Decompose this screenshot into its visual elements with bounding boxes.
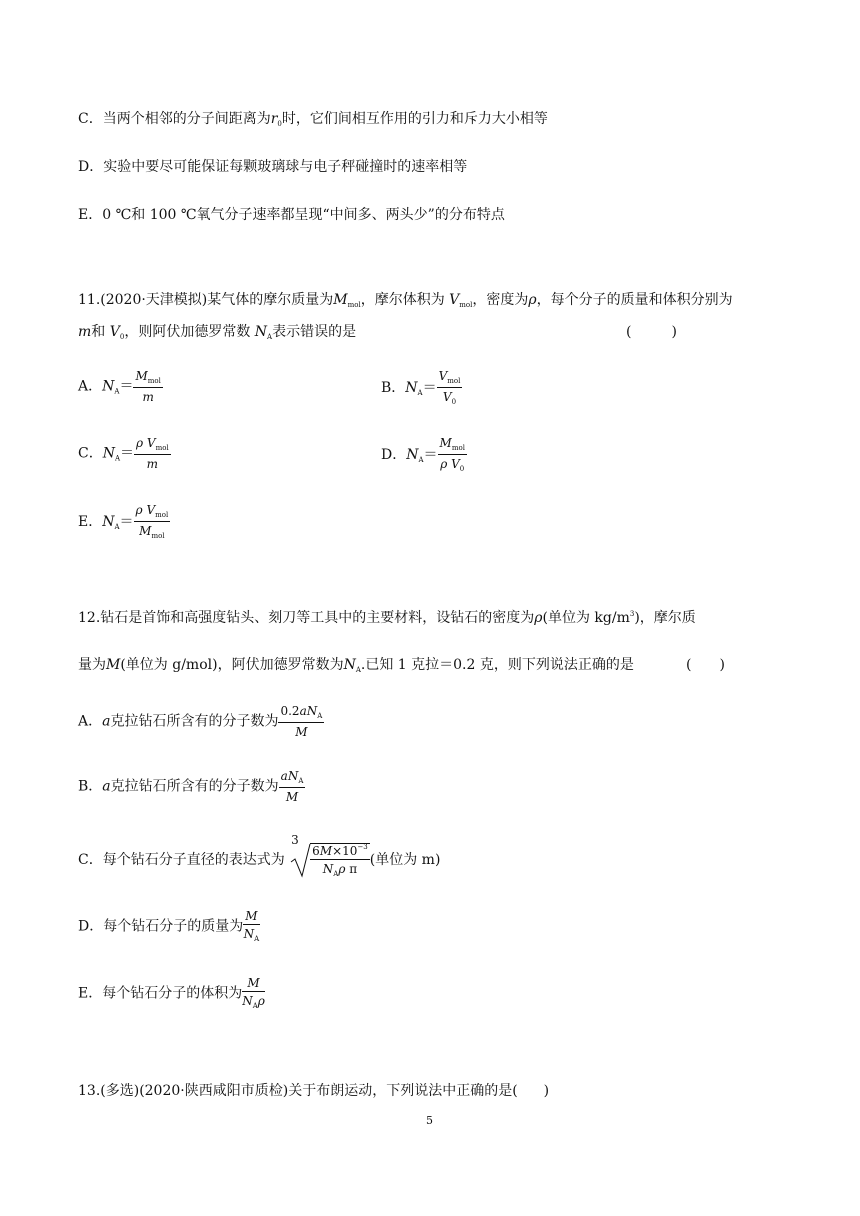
q11-option-c xyxy=(78,437,171,470)
fraction xyxy=(134,504,171,540)
var-a: a xyxy=(102,778,111,795)
sub-mol: mol xyxy=(147,377,161,385)
q12-option-a-text: 克拉钻石所含有的分子数为 xyxy=(110,713,279,730)
var-N: N xyxy=(242,994,253,1008)
pi-symbol: π xyxy=(349,861,358,876)
var-m: m xyxy=(146,457,159,471)
var-N: N xyxy=(102,514,115,530)
sub-0: 0 xyxy=(119,333,125,341)
q12-stem-f: .已知 1 克拉＝0.2 克，则下列说法正确的是 xyxy=(360,657,634,673)
sub-A: A xyxy=(298,777,304,785)
var-N: N xyxy=(287,769,299,783)
paren-left: ( xyxy=(626,324,632,340)
var-N: N xyxy=(243,927,255,941)
q11-stem-line1 xyxy=(78,293,733,309)
sub-A: A xyxy=(114,523,120,531)
var-m: m xyxy=(78,324,92,340)
times-ten: ×10 xyxy=(332,843,358,858)
fraction xyxy=(243,910,259,943)
equals-sign: ＝ xyxy=(423,447,438,463)
r0-variable: r xyxy=(270,111,278,127)
var-rho: ρ xyxy=(136,436,144,450)
sub-mol: mol xyxy=(459,301,473,309)
sup-3: 3 xyxy=(629,610,635,618)
q12-stem-line2 xyxy=(78,658,634,674)
var-rho: ρ xyxy=(534,610,543,626)
var-N: N xyxy=(343,657,356,673)
q10-option-c-text-b: 时，它们间相互作用的引力和斥力大小相等 xyxy=(281,111,548,127)
q10-option-e: E．0 ℃和 100 ℃氧气分子速率都呈现“中间多、两头少”的分布特点 xyxy=(78,207,505,223)
var-M: M xyxy=(106,657,121,673)
coef-0-2: 0.2 xyxy=(280,704,300,718)
var-N: N xyxy=(322,861,334,876)
fraction xyxy=(278,705,324,738)
option-label: B． xyxy=(381,380,406,396)
sub-A: A xyxy=(267,333,273,341)
var-V: V xyxy=(146,436,156,450)
sub-0: 0 xyxy=(459,465,465,473)
q12-option-a xyxy=(78,705,324,738)
sub-A: A xyxy=(114,387,120,396)
q12-option-b xyxy=(78,770,305,803)
option-label: B． xyxy=(78,778,103,795)
equals-sign: ＝ xyxy=(120,445,135,462)
var-M: M xyxy=(319,843,333,858)
q11-answer-paren xyxy=(626,325,677,339)
q11-option-b xyxy=(381,370,462,406)
q12-option-d-text: D．每个钻石分子的质量为 xyxy=(78,918,244,935)
paren-right: ) xyxy=(719,657,725,673)
var-N: N xyxy=(102,445,115,462)
fraction xyxy=(133,370,162,403)
q12-stem-c: )，摩尔质 xyxy=(634,610,696,626)
var-N: N xyxy=(406,447,419,463)
q13-stem xyxy=(78,1084,549,1098)
var-N: N xyxy=(306,704,318,718)
var-rho: ρ xyxy=(338,861,346,876)
q12-option-c xyxy=(78,833,441,878)
equals-sign: ＝ xyxy=(119,378,134,395)
var-a: a xyxy=(102,713,111,730)
q12-option-e-text: E．每个钻石分子的体积为 xyxy=(78,985,243,1002)
q11-option-d xyxy=(381,437,467,473)
sub-mol: mol xyxy=(151,532,165,540)
option-label: C． xyxy=(78,445,103,462)
var-V: V xyxy=(449,292,460,308)
q11-stem-f: ，则阿伏加德罗常数 xyxy=(124,324,251,340)
var-N: N xyxy=(254,324,268,340)
q11-option-e xyxy=(78,504,170,540)
var-V: V xyxy=(146,503,156,517)
fraction xyxy=(279,770,306,803)
option-label: A． xyxy=(78,378,103,395)
radical-sign-icon xyxy=(289,842,311,878)
page-number: 5 xyxy=(426,1114,433,1127)
paren-right: ) xyxy=(671,324,677,340)
fraction xyxy=(437,370,463,406)
var-V: V xyxy=(451,457,460,471)
paren-right: ) xyxy=(543,1083,550,1099)
r0-subscript: 0 xyxy=(277,120,282,128)
q12-option-d xyxy=(78,910,260,943)
var-M: M xyxy=(247,976,260,990)
q11-stem-d: ，每个分子的质量和体积分别为 xyxy=(536,292,733,308)
option-label: E． xyxy=(78,514,103,530)
equals-sign: ＝ xyxy=(422,380,437,396)
sub-mol: mol xyxy=(347,301,361,309)
sub-A: A xyxy=(418,456,424,464)
q12-answer-paren xyxy=(686,658,725,672)
equals-sign: ＝ xyxy=(119,514,134,530)
var-M: M xyxy=(295,725,308,739)
var-rho: ρ xyxy=(135,503,143,517)
root-index: 3 xyxy=(291,833,299,847)
var-rho: ρ xyxy=(440,457,448,471)
var-M: M xyxy=(135,369,148,383)
q12-option-b-text: 克拉钻石所含有的分子数为 xyxy=(110,778,279,795)
q11-stem-line2 xyxy=(78,325,356,341)
q10-option-c xyxy=(78,112,548,128)
q12-stem-line1 xyxy=(78,611,696,625)
option-label: A． xyxy=(78,713,103,730)
option-label: D． xyxy=(381,447,407,463)
fraction xyxy=(438,437,467,473)
q12-option-c-text: C．每个钻石分子直径的表达式为 xyxy=(78,852,285,868)
var-N: N xyxy=(102,378,115,395)
var-M: M xyxy=(139,524,152,538)
sub-mol: mol xyxy=(447,377,461,385)
var-rho: ρ xyxy=(528,292,537,308)
var-m: m xyxy=(142,390,154,404)
radicand-fraction xyxy=(310,843,370,878)
exponent: −3 xyxy=(357,842,368,851)
cube-root-expression xyxy=(289,833,370,878)
sub-A: A xyxy=(417,389,423,397)
q11-stem-a: 11.(2020·天津模拟)某气体的摩尔质量为 xyxy=(78,292,334,308)
sub-A: A xyxy=(252,1002,258,1010)
q11-stem-g: 表示错误的是 xyxy=(272,324,357,340)
q11-stem-b: ，摩尔体积为 xyxy=(360,292,445,308)
q11-option-a xyxy=(78,370,163,403)
fraction xyxy=(242,977,265,1010)
sub-A: A xyxy=(317,712,323,720)
sub-A: A xyxy=(355,666,361,674)
var-N: N xyxy=(405,380,418,396)
q10-option-d: D．实验中要尽可能保证每颗玻璃球与电子秤碰撞时的速率相等 xyxy=(78,159,468,175)
sub-A: A xyxy=(114,454,121,463)
sub-A: A xyxy=(254,935,260,943)
unit-text: (单位为 m) xyxy=(369,852,441,868)
paren-left: ( xyxy=(686,657,692,673)
sub-mol: mol xyxy=(155,511,169,519)
var-M: M xyxy=(285,790,299,804)
q13-stem-text: 13.(多选)(2020·陕西咸阳市质检)关于布朗运动，下列说法中正确的是( xyxy=(78,1083,518,1099)
q12-option-e xyxy=(78,977,265,1010)
var-M: M xyxy=(439,436,452,450)
sub-mol: mol xyxy=(451,444,465,452)
var-V: V xyxy=(438,369,448,383)
var-M: M xyxy=(245,909,258,923)
q11-stem-e: 和 xyxy=(91,324,106,340)
sub-0: 0 xyxy=(451,398,457,406)
q10-option-c-text-a: C．当两个相邻的分子间距离为 xyxy=(78,111,271,127)
sub-mol: mol xyxy=(155,444,169,452)
q12-stem-b: (单位为 kg/m xyxy=(542,610,630,626)
q11-stem-c: ，密度为 xyxy=(472,292,529,308)
sub-A: A xyxy=(333,869,339,878)
var-M: M xyxy=(333,292,348,308)
q12-stem-d: 量为 xyxy=(78,657,106,673)
coef-6: 6 xyxy=(312,843,320,858)
q12-stem-e: (单位为 g/mol)，阿伏加德罗常数为 xyxy=(120,657,344,673)
var-V: V xyxy=(109,324,120,340)
q12-stem-a: 12.钻石是首饰和高强度钻头、刻刀等工具中的主要材料，设钻石的密度为 xyxy=(78,610,535,626)
var-V: V xyxy=(442,390,452,404)
fraction xyxy=(134,437,171,470)
var-a: a xyxy=(299,704,307,718)
var-a: a xyxy=(280,769,288,783)
var-rho: ρ xyxy=(257,994,265,1008)
